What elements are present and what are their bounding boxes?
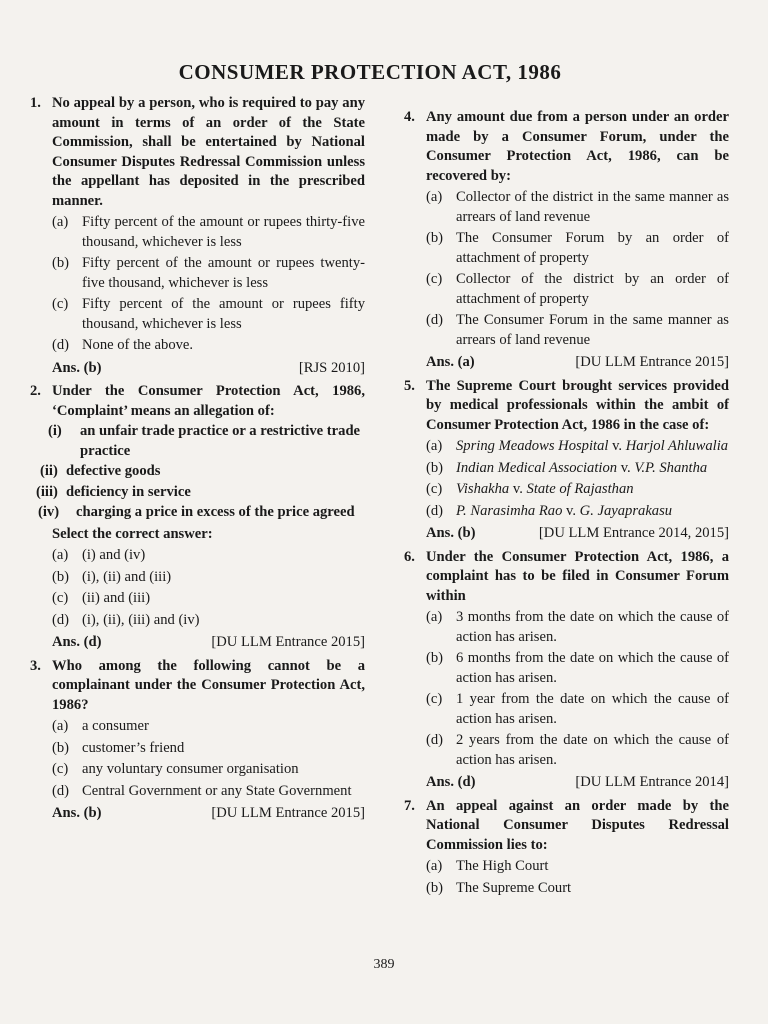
question-5 xyxy=(404,377,729,436)
answer-source: [DU LLM Entrance 2014, 2015] xyxy=(538,525,729,541)
option-d: (d) None of the above. xyxy=(52,337,194,353)
question-number: 5. xyxy=(404,377,415,394)
answer-label: Ans. (b) xyxy=(426,525,476,541)
answer-line xyxy=(426,773,729,793)
left-column xyxy=(30,92,365,828)
option-b: (b) (i), (ii) and (iii) xyxy=(52,568,172,585)
question-text: No appeal by a person, who is required to pay any amount in terms of an order of the State Commission, shall be entertained by National Consumer Disputes Redressal Commission unless the appellant has deposited in the prescribed manner. xyxy=(52,95,365,209)
question-2 xyxy=(30,382,365,421)
question-5-options xyxy=(426,437,729,544)
option-d: (d) The Consumer Forum in the same manner as arrears of land revenue xyxy=(426,312,729,348)
option-a: (a) Spring Meadows Hospital v. Harjol Ahluwalia xyxy=(426,438,729,454)
option-b: (b) The Consumer Forum by an order of attachment of property xyxy=(426,230,729,266)
answer-source: [DU LLM Entrance 2015] xyxy=(211,634,365,650)
select-instruction: Select the correct answer: xyxy=(52,525,213,542)
option-c: (c) Fifty percent of the amount or rupees fifty thousand, whichever is less xyxy=(52,296,365,332)
option-c: (c) (ii) and (iii) xyxy=(52,590,151,606)
question-text: Under the Consumer Protection Act, 1986, ‘Complaint’ means an allegation of: xyxy=(52,383,365,419)
question-number: 7. xyxy=(404,797,415,814)
question-text: An appeal against an order made by the National Consumer Disputes Redressal Commission lies to: xyxy=(426,797,729,853)
option-d: (d) (i), (ii), (iii) and (iv) xyxy=(52,611,200,628)
question-text: Any amount due from a person under an order made by a Consumer Forum, under the Consumer Protection Act, 1986, can be recovered by: xyxy=(426,109,729,184)
question-text: Under the Consumer Protection Act, 1986, a complaint has to be filed in Consumer Forum within xyxy=(426,548,729,604)
question-number: 4. xyxy=(404,109,415,125)
question-4-options xyxy=(426,188,729,373)
answer-label: Ans. (b) xyxy=(52,805,102,821)
question-number: 6. xyxy=(404,548,415,565)
question-text: Who among the following cannot be a complainant under the Consumer Protection Act, 1986? xyxy=(52,657,365,713)
option-c: (c) 1 year from the date on which the cause of action has arisen. xyxy=(426,691,729,727)
question-7-options xyxy=(426,857,729,898)
answer-line xyxy=(52,804,365,824)
question-6-options xyxy=(426,608,729,793)
item-i: (i) an unfair trade practice or a restrictive trade practice xyxy=(48,423,361,459)
answer-source: [DU LLM Entrance 2015] xyxy=(575,354,729,370)
question-text: The Supreme Court brought services provided by medical professionals within the ambit of Consumer Protection Act, 1986 in the case of: xyxy=(426,377,729,433)
answer-line xyxy=(52,633,365,653)
option-b: (b) customer’s friend xyxy=(52,739,185,756)
option-c: (c) Collector of the district by an order of attachment of property xyxy=(426,271,729,307)
answer-line xyxy=(52,359,365,379)
option-a: (a) 3 months from the date on which the cause of action has arisen. xyxy=(426,609,729,645)
item-iv: (iv) charging a price in excess of the price agreed xyxy=(38,504,355,520)
answer-source: [DU LLM Entrance 2014] xyxy=(575,774,729,790)
option-c: (c) Vishakha v. State of Rajasthan xyxy=(426,481,634,497)
answer-label: Ans. (a) xyxy=(426,354,475,370)
option-b: (b) 6 months from the date on which the cause of action has arisen. xyxy=(426,650,729,686)
answer-source: [RJS 2010] xyxy=(298,359,365,376)
question-7 xyxy=(404,797,729,856)
option-b: (b) Fifty percent of the amount or rupees twenty-five thousand, whichever is less xyxy=(52,255,365,291)
answer-label: Ans. (d) xyxy=(426,774,476,790)
option-a: (a) The High Court xyxy=(426,858,549,874)
option-a: (a) Collector of the district in the same manner as arrears of land revenue xyxy=(426,189,729,225)
option-c: (c) any voluntary consumer organisation xyxy=(52,761,299,777)
question-number: 3. xyxy=(30,657,41,674)
answer-label: Ans. (b) xyxy=(52,359,102,376)
option-d: (d) P. Narasimha Rao v. G. Jayaprakasu xyxy=(426,502,673,519)
question-1 xyxy=(30,94,365,211)
option-b: (b) Indian Medical Association v. V.P. Shantha xyxy=(426,459,708,476)
question-number: 1. xyxy=(30,95,41,111)
answer-label: Ans. (d) xyxy=(52,634,102,650)
item-ii: (ii) defective goods xyxy=(40,463,161,479)
page-title: CONSUMER PROTECTION ACT, 1986 xyxy=(178,60,562,84)
option-d: (d) Central Government or any State Government xyxy=(52,782,352,799)
question-1-options xyxy=(52,213,365,378)
item-iii: (iii) deficiency in service xyxy=(36,483,191,500)
option-d: (d) 2 years from the date on which the cause of action has arisen. xyxy=(426,732,729,768)
option-b: (b) The Supreme Court xyxy=(426,879,572,896)
answer-line xyxy=(426,524,729,544)
answer-line xyxy=(426,353,729,373)
option-a: (a) (i) and (iv) xyxy=(52,547,146,563)
question-2-items xyxy=(36,422,365,523)
question-number: 2. xyxy=(30,383,41,399)
question-4 xyxy=(404,108,729,186)
page-number: 389 xyxy=(373,957,395,972)
right-column xyxy=(404,106,729,900)
question-2-options xyxy=(52,525,365,653)
question-6 xyxy=(404,548,729,607)
option-a: (a) a consumer xyxy=(52,718,149,734)
answer-source: [DU LLM Entrance 2015] xyxy=(211,805,365,821)
option-a: (a) Fifty percent of the amount or rupees thirty-five thousand, whichever is less xyxy=(52,214,365,250)
question-3-options xyxy=(52,717,365,824)
question-3 xyxy=(30,657,365,716)
